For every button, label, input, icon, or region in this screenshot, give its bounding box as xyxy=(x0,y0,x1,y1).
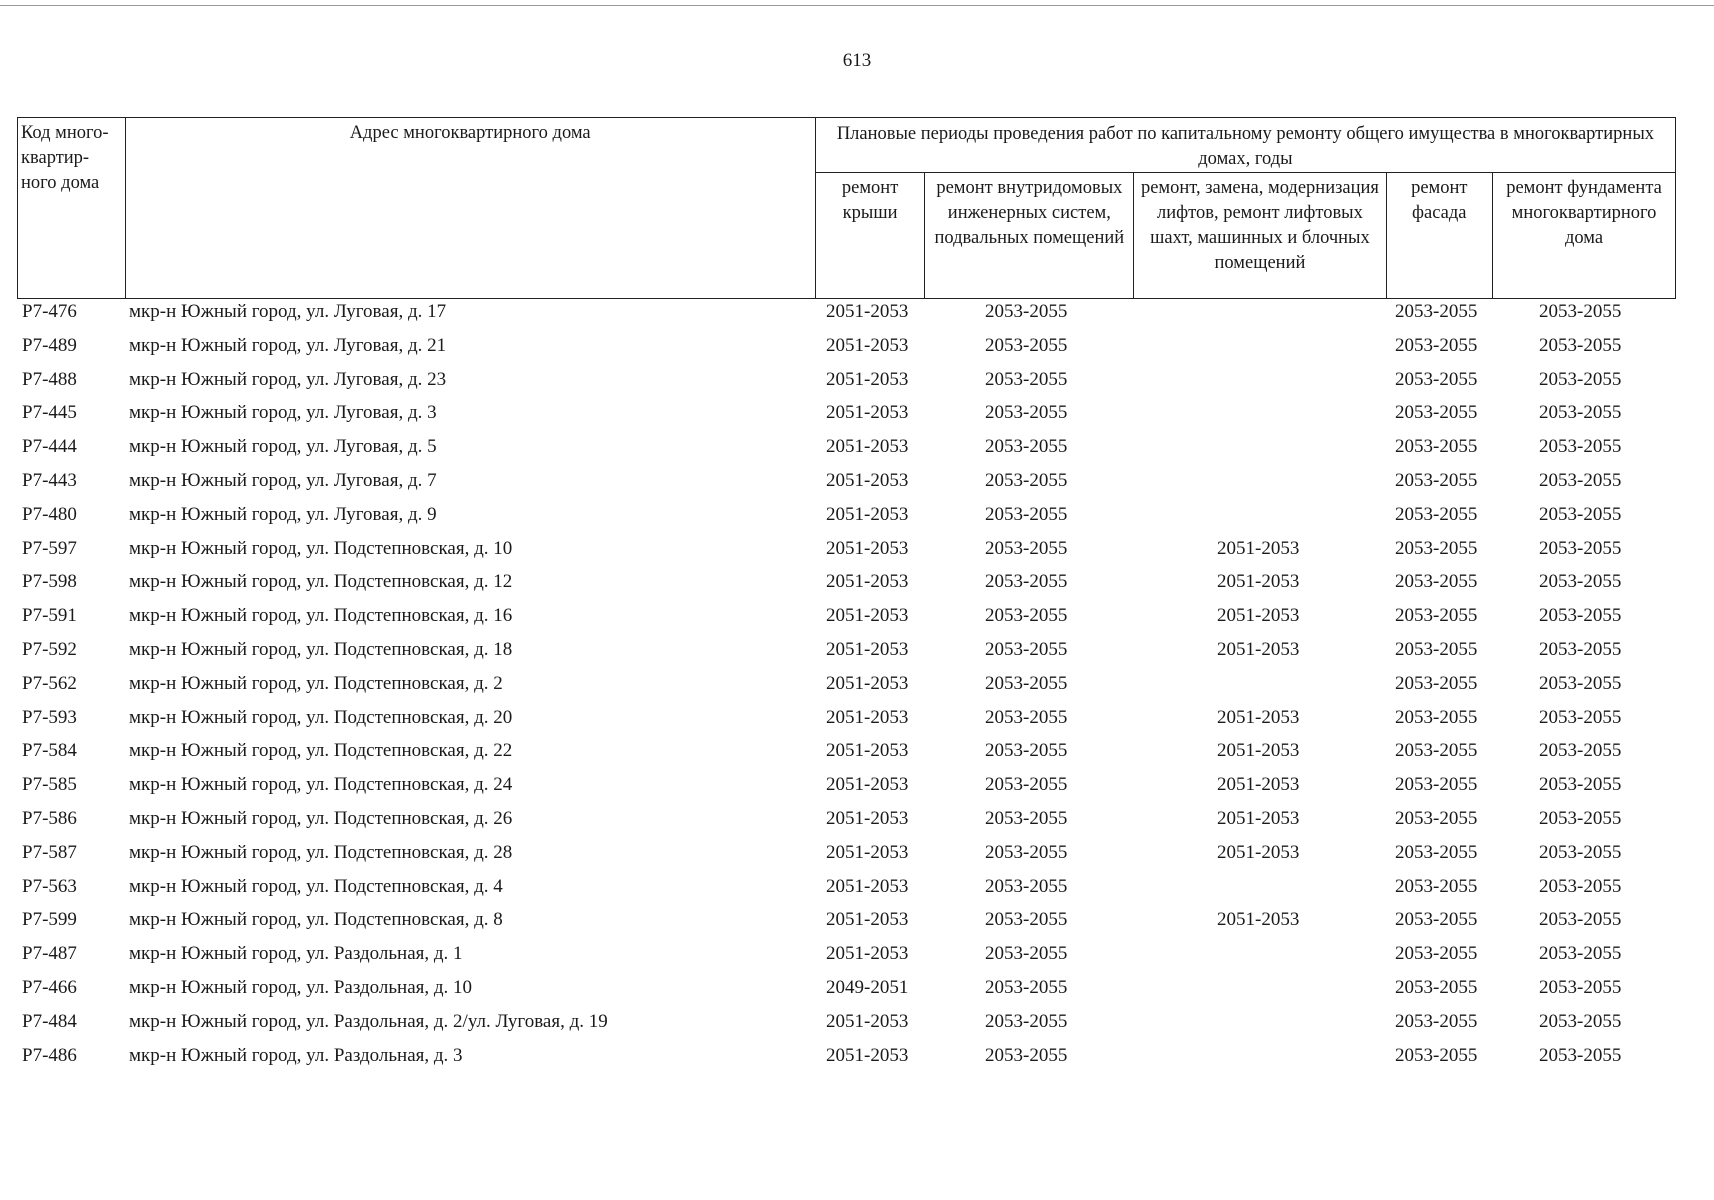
cell-foundation: 2053-2055 xyxy=(1539,537,1622,559)
cell-code: Р7-591 xyxy=(22,605,77,627)
cell-foundation: 2053-2055 xyxy=(1539,909,1622,931)
cell-facade: 2053-2055 xyxy=(1395,469,1478,491)
table-row xyxy=(0,808,1714,842)
column-header-roof: ремонт крыши xyxy=(815,173,925,299)
cell-roof: 2051-2053 xyxy=(826,706,909,728)
cell-systems: 2053-2055 xyxy=(985,706,1068,728)
cell-address: мкр-н Южный город, ул. Подстепновская, д. 28 xyxy=(129,841,513,863)
cell-address: мкр-н Южный город, ул. Подстепновская, д. 18 xyxy=(129,638,513,660)
cell-systems: 2053-2055 xyxy=(985,571,1068,593)
cell-systems: 2053-2055 xyxy=(985,436,1068,458)
cell-roof: 2051-2053 xyxy=(826,774,909,796)
cell-roof: 2051-2053 xyxy=(826,537,909,559)
cell-code: Р7-480 xyxy=(22,503,77,525)
cell-address: мкр-н Южный город, ул. Подстепновская, д. 12 xyxy=(129,571,513,593)
table-row xyxy=(0,842,1714,876)
cell-foundation: 2053-2055 xyxy=(1539,740,1622,762)
column-header-systems: ремонт внутридомовых инженерных систем, подвальных помещений xyxy=(925,173,1134,299)
cell-address: мкр-н Южный город, ул. Подстепновская, д. 20 xyxy=(129,706,513,728)
cell-facade: 2053-2055 xyxy=(1395,402,1478,424)
cell-foundation: 2053-2055 xyxy=(1539,436,1622,458)
table-header xyxy=(17,117,1676,299)
cell-address: мкр-н Южный город, ул. Подстепновская, д. 8 xyxy=(129,909,503,931)
cell-address: мкр-н Южный город, ул. Подстепновская, д. 26 xyxy=(129,807,513,829)
table-body xyxy=(0,301,1714,1078)
cell-facade: 2053-2055 xyxy=(1395,537,1478,559)
cell-lifts: 2051-2053 xyxy=(1217,706,1300,728)
cell-facade: 2053-2055 xyxy=(1395,503,1478,525)
cell-roof: 2051-2053 xyxy=(826,638,909,660)
cell-code: Р7-599 xyxy=(22,909,77,931)
cell-roof: 2051-2053 xyxy=(826,672,909,694)
table-row xyxy=(0,605,1714,639)
cell-foundation: 2053-2055 xyxy=(1539,402,1622,424)
cell-foundation: 2053-2055 xyxy=(1539,503,1622,525)
cell-systems: 2053-2055 xyxy=(985,774,1068,796)
cell-lifts: 2051-2053 xyxy=(1217,909,1300,931)
cell-systems: 2053-2055 xyxy=(985,909,1068,931)
cell-code: Р7-443 xyxy=(22,469,77,491)
cell-systems: 2053-2055 xyxy=(985,334,1068,356)
cell-roof: 2051-2053 xyxy=(826,875,909,897)
table-row xyxy=(0,436,1714,470)
column-header-address: Адрес многоквартирного дома xyxy=(125,118,815,299)
cell-code: Р7-444 xyxy=(22,436,77,458)
cell-systems: 2053-2055 xyxy=(985,672,1068,694)
cell-code: Р7-562 xyxy=(22,672,77,694)
table-row xyxy=(0,740,1714,774)
cell-roof: 2051-2053 xyxy=(826,301,909,322)
cell-code: Р7-563 xyxy=(22,875,77,897)
cell-foundation: 2053-2055 xyxy=(1539,571,1622,593)
cell-foundation: 2053-2055 xyxy=(1539,605,1622,627)
cell-facade: 2053-2055 xyxy=(1395,976,1478,998)
cell-facade: 2053-2055 xyxy=(1395,706,1478,728)
cell-lifts: 2051-2053 xyxy=(1217,537,1300,559)
cell-address: мкр-н Южный город, ул. Луговая, д. 5 xyxy=(129,436,437,458)
table-row xyxy=(0,470,1714,504)
cell-roof: 2051-2053 xyxy=(826,740,909,762)
table-row xyxy=(0,335,1714,369)
cell-address: мкр-н Южный город, ул. Подстепновская, д. 4 xyxy=(129,875,503,897)
cell-code: Р7-598 xyxy=(22,571,77,593)
cell-address: мкр-н Южный город, ул. Подстепновская, д. 2 xyxy=(129,672,503,694)
cell-address: мкр-н Южный город, ул. Подстепновская, д. 22 xyxy=(129,740,513,762)
cell-foundation: 2053-2055 xyxy=(1539,841,1622,863)
cell-roof: 2051-2053 xyxy=(826,909,909,931)
cell-code: Р7-484 xyxy=(22,1010,77,1032)
cell-address: мкр-н Южный город, ул. Луговая, д. 3 xyxy=(129,402,437,424)
column-header-code: Код много-квартир-ного дома xyxy=(18,118,126,299)
cell-systems: 2053-2055 xyxy=(985,841,1068,863)
cell-address: мкр-н Южный город, ул. Луговая, д. 21 xyxy=(129,334,447,356)
cell-foundation: 2053-2055 xyxy=(1539,469,1622,491)
cell-foundation: 2053-2055 xyxy=(1539,976,1622,998)
cell-code: Р7-587 xyxy=(22,841,77,863)
cell-address: мкр-н Южный город, ул. Раздольная, д. 1 xyxy=(129,943,463,965)
table-row xyxy=(0,639,1714,673)
cell-foundation: 2053-2055 xyxy=(1539,706,1622,728)
cell-lifts: 2051-2053 xyxy=(1217,774,1300,796)
cell-facade: 2053-2055 xyxy=(1395,571,1478,593)
cell-systems: 2053-2055 xyxy=(985,301,1068,322)
cell-facade: 2053-2055 xyxy=(1395,638,1478,660)
cell-systems: 2053-2055 xyxy=(985,740,1068,762)
cell-foundation: 2053-2055 xyxy=(1539,368,1622,390)
table-row xyxy=(0,707,1714,741)
cell-systems: 2053-2055 xyxy=(985,638,1068,660)
cell-code: Р7-584 xyxy=(22,740,77,762)
table-row xyxy=(0,909,1714,943)
cell-foundation: 2053-2055 xyxy=(1539,1044,1622,1066)
cell-code: Р7-597 xyxy=(22,537,77,559)
table-row xyxy=(0,876,1714,910)
cell-facade: 2053-2055 xyxy=(1395,909,1478,931)
cell-roof: 2051-2053 xyxy=(826,503,909,525)
cell-facade: 2053-2055 xyxy=(1395,605,1478,627)
cell-facade: 2053-2055 xyxy=(1395,740,1478,762)
cell-address: мкр-н Южный город, ул. Луговая, д. 17 xyxy=(129,301,447,322)
cell-roof: 2051-2053 xyxy=(826,841,909,863)
cell-lifts: 2051-2053 xyxy=(1217,571,1300,593)
cell-facade: 2053-2055 xyxy=(1395,368,1478,390)
table-row xyxy=(0,774,1714,808)
column-header-facade: ремонт фасада xyxy=(1386,173,1493,299)
cell-roof: 2049-2051 xyxy=(826,976,909,998)
table-row xyxy=(0,571,1714,605)
cell-code: Р7-486 xyxy=(22,1044,77,1066)
cell-address: мкр-н Южный город, ул. Подстепновская, д. 16 xyxy=(129,605,513,627)
table-row xyxy=(0,1045,1714,1079)
cell-lifts: 2051-2053 xyxy=(1217,807,1300,829)
cell-systems: 2053-2055 xyxy=(985,875,1068,897)
cell-lifts: 2051-2053 xyxy=(1217,841,1300,863)
table-row xyxy=(0,943,1714,977)
cell-code: Р7-593 xyxy=(22,706,77,728)
cell-systems: 2053-2055 xyxy=(985,537,1068,559)
column-group-header-periods: Плановые периоды проведения работ по капитальному ремонту общего имущества в многоквартирных домах, годы xyxy=(815,118,1675,173)
cell-systems: 2053-2055 xyxy=(985,605,1068,627)
cell-foundation: 2053-2055 xyxy=(1539,334,1622,356)
table-row xyxy=(0,673,1714,707)
cell-roof: 2051-2053 xyxy=(826,469,909,491)
cell-address: мкр-н Южный город, ул. Подстепновская, д. 10 xyxy=(129,537,513,559)
cell-systems: 2053-2055 xyxy=(985,807,1068,829)
cell-lifts: 2051-2053 xyxy=(1217,638,1300,660)
cell-facade: 2053-2055 xyxy=(1395,943,1478,965)
cell-facade: 2053-2055 xyxy=(1395,774,1478,796)
cell-roof: 2051-2053 xyxy=(826,943,909,965)
cell-code: Р7-586 xyxy=(22,807,77,829)
cell-foundation: 2053-2055 xyxy=(1539,638,1622,660)
table-row xyxy=(0,504,1714,538)
cell-roof: 2051-2053 xyxy=(826,1044,909,1066)
cell-address: мкр-н Южный город, ул. Луговая, д. 9 xyxy=(129,503,437,525)
cell-roof: 2051-2053 xyxy=(826,368,909,390)
cell-systems: 2053-2055 xyxy=(985,976,1068,998)
cell-facade: 2053-2055 xyxy=(1395,875,1478,897)
cell-systems: 2053-2055 xyxy=(985,368,1068,390)
cell-facade: 2053-2055 xyxy=(1395,1010,1478,1032)
cell-roof: 2051-2053 xyxy=(826,571,909,593)
cell-foundation: 2053-2055 xyxy=(1539,875,1622,897)
cell-address: мкр-н Южный город, ул. Луговая, д. 23 xyxy=(129,368,447,390)
table-row xyxy=(0,977,1714,1011)
cell-systems: 2053-2055 xyxy=(985,1044,1068,1066)
cell-address: мкр-н Южный город, ул. Луговая, д. 7 xyxy=(129,469,437,491)
cell-facade: 2053-2055 xyxy=(1395,807,1478,829)
cell-address: мкр-н Южный город, ул. Раздольная, д. 3 xyxy=(129,1044,463,1066)
cell-address: мкр-н Южный город, ул. Подстепновская, д. 24 xyxy=(129,774,513,796)
cell-systems: 2053-2055 xyxy=(985,469,1068,491)
cell-code: Р7-445 xyxy=(22,402,77,424)
cell-code: Р7-466 xyxy=(22,976,77,998)
cell-code: Р7-476 xyxy=(22,301,77,322)
cell-foundation: 2053-2055 xyxy=(1539,1010,1622,1032)
table-row xyxy=(0,538,1714,572)
cell-code: Р7-489 xyxy=(22,334,77,356)
column-header-foundation: ремонт фундамента многоквартирного дома xyxy=(1493,173,1676,299)
cell-facade: 2053-2055 xyxy=(1395,841,1478,863)
cell-foundation: 2053-2055 xyxy=(1539,943,1622,965)
cell-systems: 2053-2055 xyxy=(985,943,1068,965)
top-border-line xyxy=(0,5,1714,6)
cell-roof: 2051-2053 xyxy=(826,807,909,829)
cell-facade: 2053-2055 xyxy=(1395,672,1478,694)
cell-address: мкр-н Южный город, ул. Раздольная, д. 2/ул. Луговая, д. 19 xyxy=(129,1010,608,1032)
cell-roof: 2051-2053 xyxy=(826,402,909,424)
cell-address: мкр-н Южный город, ул. Раздольная, д. 10 xyxy=(129,976,473,998)
cell-facade: 2053-2055 xyxy=(1395,436,1478,458)
table-row xyxy=(0,1011,1714,1045)
table-row xyxy=(0,301,1714,335)
cell-code: Р7-592 xyxy=(22,638,77,660)
cell-foundation: 2053-2055 xyxy=(1539,774,1622,796)
page-number: 613 xyxy=(842,50,872,71)
cell-foundation: 2053-2055 xyxy=(1539,807,1622,829)
column-header-lifts: ремонт, замена, модернизация лифтов, ремонт лифтовых шахт, машинных и блочных помещений xyxy=(1134,173,1386,299)
cell-systems: 2053-2055 xyxy=(985,503,1068,525)
cell-systems: 2053-2055 xyxy=(985,402,1068,424)
cell-foundation: 2053-2055 xyxy=(1539,301,1622,322)
table-row xyxy=(0,369,1714,403)
cell-lifts: 2051-2053 xyxy=(1217,740,1300,762)
cell-lifts: 2051-2053 xyxy=(1217,605,1300,627)
table-row xyxy=(0,402,1714,436)
cell-roof: 2051-2053 xyxy=(826,334,909,356)
cell-roof: 2051-2053 xyxy=(826,605,909,627)
cell-facade: 2053-2055 xyxy=(1395,334,1478,356)
cell-code: Р7-488 xyxy=(22,368,77,390)
cell-facade: 2053-2055 xyxy=(1395,1044,1478,1066)
cell-code: Р7-487 xyxy=(22,943,77,965)
cell-roof: 2051-2053 xyxy=(826,436,909,458)
cell-foundation: 2053-2055 xyxy=(1539,672,1622,694)
cell-facade: 2053-2055 xyxy=(1395,301,1478,322)
cell-code: Р7-585 xyxy=(22,774,77,796)
cell-roof: 2051-2053 xyxy=(826,1010,909,1032)
cell-systems: 2053-2055 xyxy=(985,1010,1068,1032)
